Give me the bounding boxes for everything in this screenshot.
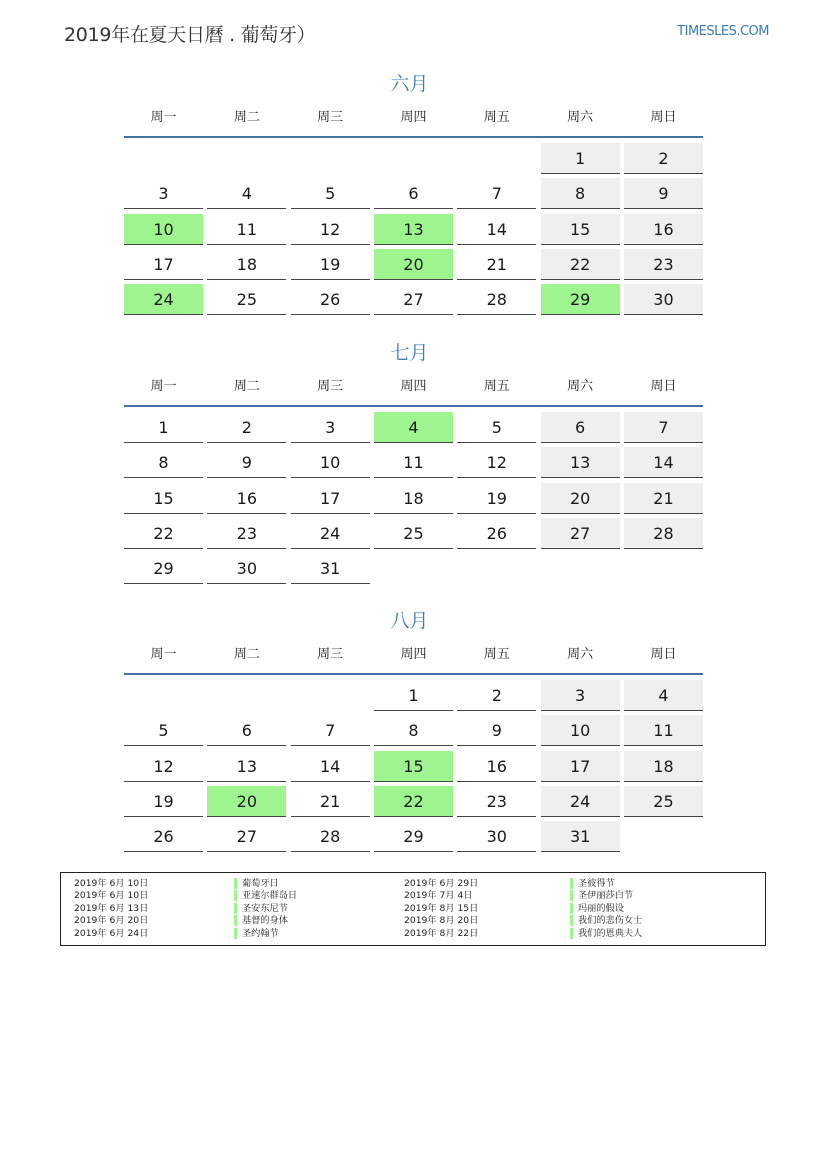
weekday-label: 周二 xyxy=(233,647,260,662)
day-cell[interactable]: 30 xyxy=(457,821,536,852)
month-title: 六月 xyxy=(390,73,429,95)
holiday-day-cell[interactable]: 10 xyxy=(124,214,203,245)
legend-row xyxy=(234,915,297,927)
weekend-day-cell[interactable]: 17 xyxy=(541,751,620,782)
legend-row xyxy=(234,928,297,940)
day-cell[interactable]: 24 xyxy=(291,518,370,549)
legend-holiday-date: 2019年 6月 10日 xyxy=(74,878,149,889)
day-cell[interactable]: 8 xyxy=(374,715,453,746)
day-cell[interactable]: 19 xyxy=(291,249,370,280)
day-cell[interactable]: 19 xyxy=(124,786,203,817)
weekend-day-cell[interactable]: 6 xyxy=(541,412,620,443)
weekend-day-cell[interactable]: 20 xyxy=(541,483,620,514)
day-cell[interactable]: 16 xyxy=(207,483,286,514)
legend-holiday-date: 2019年 6月 29日 xyxy=(404,878,479,889)
weekend-day-cell[interactable]: 4 xyxy=(624,680,703,711)
day-cell[interactable]: 29 xyxy=(124,553,203,584)
holiday-day-cell[interactable]: 4 xyxy=(374,412,453,443)
legend-row xyxy=(404,890,478,902)
day-cell[interactable]: 28 xyxy=(457,284,536,315)
day-cell[interactable]: 23 xyxy=(457,786,536,817)
day-cell[interactable]: 3 xyxy=(291,412,370,443)
day-cell[interactable]: 25 xyxy=(207,284,286,315)
legend-holiday-name: 葡萄牙日 xyxy=(234,878,279,889)
day-cell[interactable]: 26 xyxy=(124,821,203,852)
weekday-header xyxy=(124,644,703,666)
day-cell[interactable]: 14 xyxy=(457,214,536,245)
weekend-day-cell[interactable]: 10 xyxy=(541,715,620,746)
weekend-day-cell[interactable]: 15 xyxy=(541,214,620,245)
day-cell[interactable]: 9 xyxy=(207,447,286,478)
weekday-label: 周六 xyxy=(567,110,594,125)
brand-link[interactable]: TIMESLES.COM xyxy=(677,24,769,39)
weekend-day-cell[interactable]: 21 xyxy=(624,483,703,514)
day-cell[interactable]: 17 xyxy=(291,483,370,514)
legend-holiday-date: 2019年 8月 15日 xyxy=(404,902,479,914)
day-cell[interactable]: 7 xyxy=(457,178,536,209)
day-cell[interactable]: 7 xyxy=(291,715,370,746)
legend-row xyxy=(74,903,148,915)
weekday-label: 周六 xyxy=(567,647,594,662)
day-cell[interactable]: 4 xyxy=(207,178,286,209)
legend-holiday-name: 基督的身体 xyxy=(234,915,288,926)
weekend-day-cell[interactable]: 27 xyxy=(541,518,620,549)
empty-cell xyxy=(374,143,453,173)
legend-row xyxy=(570,928,642,940)
weekday-label: 周一 xyxy=(150,647,177,662)
legend-holiday-date: 2019年 7月 4日 xyxy=(404,890,473,902)
weekend-day-cell[interactable]: 14 xyxy=(624,447,703,478)
weekend-day-cell[interactable]: 7 xyxy=(624,412,703,443)
day-cell[interactable]: 26 xyxy=(457,518,536,549)
weekend-day-cell[interactable]: 23 xyxy=(624,249,703,280)
holiday-day-cell[interactable]: 13 xyxy=(374,214,453,245)
holiday-day-cell[interactable]: 22 xyxy=(374,786,453,817)
weekend-day-cell[interactable]: 18 xyxy=(624,751,703,782)
weekend-day-cell[interactable]: 25 xyxy=(624,786,703,817)
weekend-day-cell[interactable]: 28 xyxy=(624,518,703,549)
header-rule xyxy=(124,673,703,675)
weekend-day-cell[interactable]: 13 xyxy=(541,447,620,478)
legend-dates-col-1 xyxy=(74,878,148,940)
legend-dates-col-2 xyxy=(404,878,478,940)
holiday-day-cell[interactable]: 29 xyxy=(541,284,620,315)
legend-holiday-name: 玛丽的假设 xyxy=(570,903,624,914)
empty-cell xyxy=(124,143,203,173)
legend-row xyxy=(404,903,478,915)
day-grid xyxy=(124,143,703,319)
empty-cell xyxy=(291,143,370,173)
legend-row xyxy=(74,928,148,940)
day-cell[interactable]: 9 xyxy=(457,715,536,746)
weekday-label: 周六 xyxy=(567,379,594,394)
weekday-label: 周一 xyxy=(150,110,177,125)
legend-holiday-date: 2019年 6月 20日 xyxy=(74,915,149,927)
day-cell[interactable]: 18 xyxy=(374,483,453,514)
day-cell[interactable]: 16 xyxy=(457,751,536,782)
legend-holiday-date: 2019年 6月 24日 xyxy=(74,927,149,939)
legend-holiday-name: 亚速尔群岛日 xyxy=(234,890,297,901)
page-title: 2019年在夏天日曆 . 葡萄牙） xyxy=(64,24,316,46)
day-cell[interactable]: 12 xyxy=(291,214,370,245)
legend-row xyxy=(74,890,148,902)
day-cell[interactable]: 18 xyxy=(207,249,286,280)
day-cell[interactable]: 19 xyxy=(457,483,536,514)
empty-cell xyxy=(124,680,203,710)
weekend-day-cell[interactable]: 30 xyxy=(624,284,703,315)
legend-row xyxy=(570,915,642,927)
legend-row xyxy=(234,903,297,915)
legend-row xyxy=(570,903,642,915)
legend-row xyxy=(74,915,148,927)
day-cell[interactable]: 2 xyxy=(457,680,536,711)
day-cell[interactable]: 5 xyxy=(124,715,203,746)
weekend-day-cell[interactable]: 31 xyxy=(541,821,620,852)
weekday-label: 周五 xyxy=(483,647,510,662)
weekend-day-cell[interactable]: 8 xyxy=(541,178,620,209)
header-rule xyxy=(124,136,703,138)
weekday-label: 周二 xyxy=(233,379,260,394)
weekday-header xyxy=(124,376,703,398)
month-title: 八月 xyxy=(390,610,429,632)
weekend-day-cell[interactable]: 22 xyxy=(541,249,620,280)
holiday-day-cell[interactable]: 20 xyxy=(207,786,286,817)
day-grid xyxy=(124,680,703,856)
weekday-header xyxy=(124,107,703,129)
legend-holiday-name: 我们的恩典夫人 xyxy=(570,928,642,939)
day-cell[interactable]: 1 xyxy=(374,680,453,711)
day-cell[interactable]: 2 xyxy=(207,412,286,443)
day-cell[interactable]: 3 xyxy=(124,178,203,209)
day-cell[interactable]: 1 xyxy=(124,412,203,443)
day-cell[interactable]: 22 xyxy=(124,518,203,549)
legend-row xyxy=(234,890,297,902)
legend-names-col-1 xyxy=(234,878,297,940)
holiday-day-cell[interactable]: 20 xyxy=(374,249,453,280)
weekend-day-cell[interactable]: 11 xyxy=(624,715,703,746)
day-cell[interactable]: 6 xyxy=(207,715,286,746)
legend-holiday-date: 2019年 6月 10日 xyxy=(74,890,149,902)
day-cell[interactable]: 8 xyxy=(124,447,203,478)
day-cell[interactable]: 26 xyxy=(291,284,370,315)
weekend-day-cell[interactable]: 3 xyxy=(541,680,620,711)
day-cell[interactable]: 21 xyxy=(457,249,536,280)
weekday-label: 周二 xyxy=(233,110,260,125)
legend-holiday-date: 2019年 6月 13日 xyxy=(74,902,149,914)
day-cell[interactable]: 11 xyxy=(207,214,286,245)
legend-row xyxy=(404,915,478,927)
legend-row xyxy=(404,928,478,940)
holiday-legend xyxy=(60,872,766,946)
day-cell[interactable]: 5 xyxy=(291,178,370,209)
day-cell[interactable]: 21 xyxy=(291,786,370,817)
holiday-day-cell[interactable]: 15 xyxy=(374,751,453,782)
month-august xyxy=(124,607,703,856)
weekend-day-cell[interactable]: 16 xyxy=(624,214,703,245)
day-cell[interactable]: 25 xyxy=(374,518,453,549)
weekday-label: 周日 xyxy=(650,647,677,662)
weekday-label: 周日 xyxy=(650,379,677,394)
weekday-label: 周四 xyxy=(400,110,427,125)
month-june xyxy=(124,70,703,319)
day-cell[interactable]: 5 xyxy=(457,412,536,443)
legend-holiday-name: 圣约翰节 xyxy=(234,928,279,939)
weekday-label: 周四 xyxy=(400,647,427,662)
legend-row xyxy=(570,878,642,890)
day-cell[interactable]: 28 xyxy=(291,821,370,852)
weekend-day-cell[interactable]: 24 xyxy=(541,786,620,817)
legend-holiday-name: 圣伊丽莎白节 xyxy=(570,890,633,901)
day-cell[interactable]: 11 xyxy=(374,447,453,478)
weekend-day-cell[interactable]: 1 xyxy=(541,143,620,174)
day-cell[interactable]: 27 xyxy=(207,821,286,852)
weekday-label: 周日 xyxy=(650,110,677,125)
weekday-label: 周五 xyxy=(483,379,510,394)
day-cell[interactable]: 12 xyxy=(457,447,536,478)
day-cell[interactable]: 6 xyxy=(374,178,453,209)
header-rule xyxy=(124,405,703,407)
holiday-day-cell[interactable]: 24 xyxy=(124,284,203,315)
day-cell[interactable]: 10 xyxy=(291,447,370,478)
empty-cell xyxy=(207,143,286,173)
day-cell[interactable]: 27 xyxy=(374,284,453,315)
month-title: 七月 xyxy=(390,342,429,364)
legend-holiday-name: 我们的悲伤女士 xyxy=(570,915,642,926)
weekday-label: 周三 xyxy=(317,379,344,394)
legend-holiday-date: 2019年 8月 20日 xyxy=(404,915,479,927)
weekday-label: 周三 xyxy=(317,647,344,662)
legend-row xyxy=(74,878,148,890)
empty-cell xyxy=(457,143,536,173)
empty-cell xyxy=(291,680,370,710)
legend-names-col-2 xyxy=(570,878,642,940)
day-cell[interactable]: 29 xyxy=(374,821,453,852)
weekend-day-cell[interactable]: 2 xyxy=(624,143,703,174)
weekday-label: 周一 xyxy=(150,379,177,394)
month-july xyxy=(124,339,703,588)
legend-holiday-name: 圣彼得节 xyxy=(570,878,615,889)
day-cell[interactable]: 31 xyxy=(291,553,370,584)
weekday-label: 周三 xyxy=(317,110,344,125)
day-cell[interactable]: 14 xyxy=(291,751,370,782)
legend-holiday-date: 2019年 8月 22日 xyxy=(404,927,479,939)
day-cell[interactable]: 12 xyxy=(124,751,203,782)
weekend-day-cell[interactable]: 9 xyxy=(624,178,703,209)
weekday-label: 周四 xyxy=(400,379,427,394)
day-cell[interactable]: 13 xyxy=(207,751,286,782)
legend-holiday-name: 圣安东尼节 xyxy=(234,903,288,914)
legend-row xyxy=(234,878,297,890)
day-cell[interactable]: 17 xyxy=(124,249,203,280)
empty-cell xyxy=(207,680,286,710)
day-cell[interactable]: 30 xyxy=(207,553,286,584)
legend-row xyxy=(570,890,642,902)
day-grid xyxy=(124,412,703,588)
weekday-label: 周五 xyxy=(483,110,510,125)
legend-row xyxy=(404,878,478,890)
day-cell[interactable]: 23 xyxy=(207,518,286,549)
day-cell[interactable]: 15 xyxy=(124,483,203,514)
